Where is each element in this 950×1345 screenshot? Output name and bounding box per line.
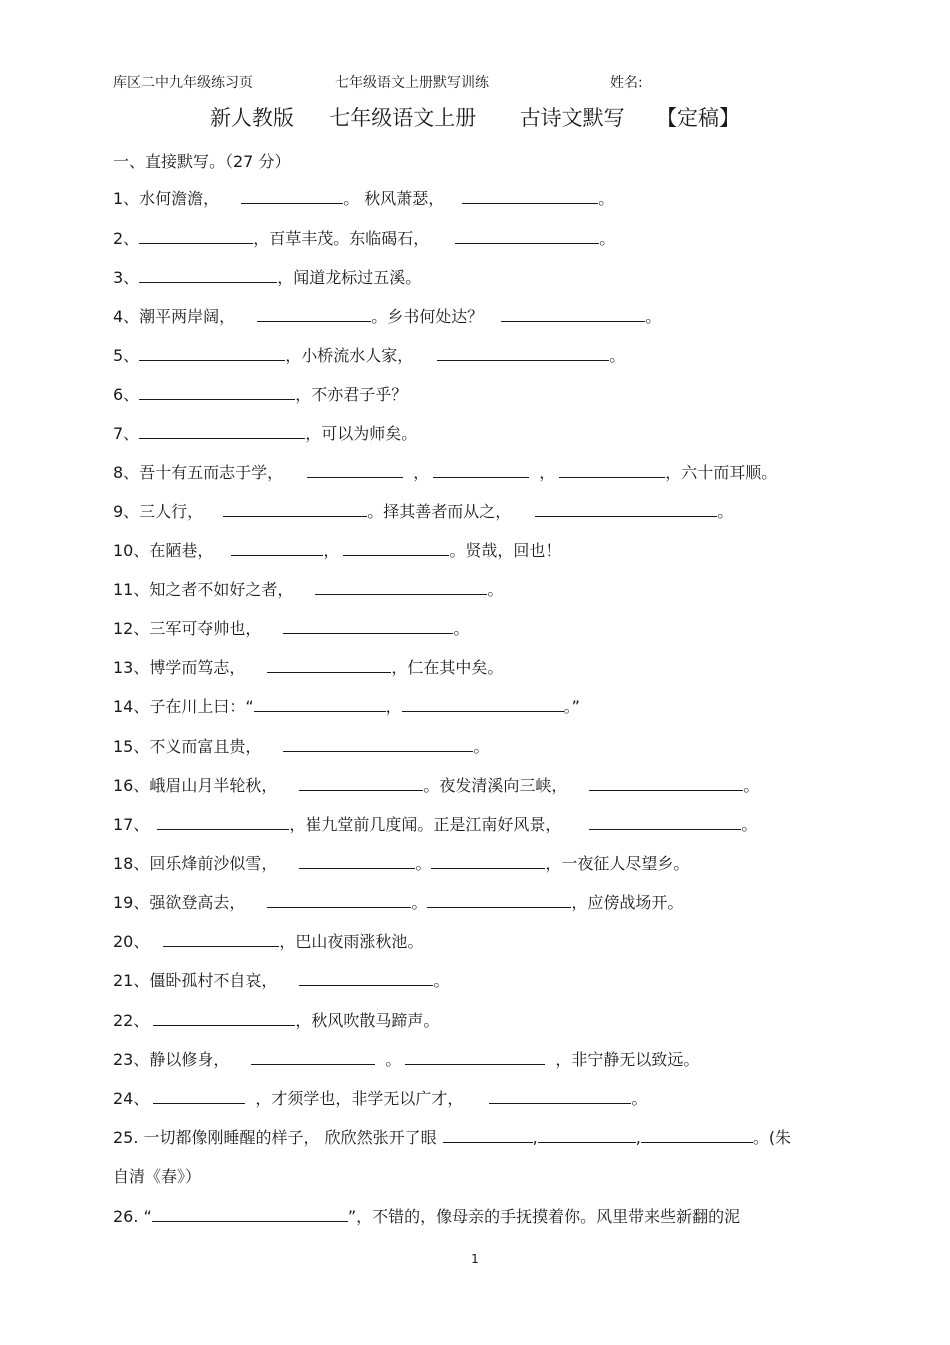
answer-blank[interactable] — [139, 267, 277, 283]
question-3: 3、 ，闻道龙标过五溪。 — [113, 268, 422, 287]
question-13: 13、博学而笃志， ，仁在其中矣。 — [113, 658, 504, 677]
answer-blank[interactable] — [462, 188, 598, 204]
page-number: 1 — [471, 1252, 479, 1266]
answer-blank[interactable] — [535, 501, 717, 517]
answer-blank[interactable] — [307, 462, 403, 478]
question-16: 16、峨眉山月半轮秋， 。夜发清溪向三峡， 。 — [113, 776, 760, 795]
question-15: 15、不义而富且贵， 。 — [113, 737, 490, 756]
question-17: 17、 ，崔九堂前几度闻。正是江南好风景， 。 — [113, 815, 758, 834]
answer-blank[interactable] — [299, 853, 415, 869]
answer-blank[interactable] — [431, 853, 545, 869]
question-26: 26. “ ”，不错的，像母亲的手抚摸着你。风里带来些新翻的泥 — [113, 1207, 741, 1226]
answer-blank[interactable] — [267, 892, 411, 908]
answer-blank[interactable] — [589, 814, 741, 830]
answer-blank[interactable] — [152, 1206, 348, 1222]
answer-blank[interactable] — [641, 1127, 753, 1143]
answer-blank[interactable] — [139, 345, 285, 361]
answer-blank[interactable] — [139, 228, 253, 244]
question-10: 10、在陋巷， ， 。贤哉，回也！ — [113, 541, 562, 560]
question-20: 20、 ，巴山夜雨涨秋池。 — [113, 932, 424, 951]
answer-blank[interactable] — [241, 188, 343, 204]
answer-blank[interactable] — [139, 423, 305, 439]
answer-blank[interactable] — [139, 384, 295, 400]
answer-blank[interactable] — [153, 1010, 295, 1026]
question-5: 5、 ，小桥流水人家， 。 — [113, 346, 626, 365]
answer-blank[interactable] — [402, 696, 564, 712]
answer-blank[interactable] — [163, 931, 279, 947]
answer-blank[interactable] — [257, 306, 371, 322]
title-part4: 【定稿】 — [656, 106, 741, 130]
answer-blank[interactable] — [489, 1088, 631, 1104]
title-part3: 古诗文默写 — [519, 106, 625, 130]
title-part2: 七年级语文上册 — [329, 106, 477, 130]
answer-blank[interactable] — [315, 579, 487, 595]
page-title — [0, 102, 950, 132]
section-heading: 一、直接默写。（27 分） — [113, 152, 291, 171]
answer-blank[interactable] — [437, 345, 609, 361]
question-24: 24、 ，才须学也，非学无以广才， 。 — [113, 1089, 648, 1108]
question-18: 18、回乐烽前沙似雪， 。 ，一夜征人尽望乡。 — [113, 854, 690, 873]
answer-blank[interactable] — [157, 814, 289, 830]
question-23: 23、静以修身， 。 ，非宁静无以致远。 — [113, 1050, 700, 1069]
answer-blank[interactable] — [501, 306, 645, 322]
header-school: 库区二中九年级练习页 — [113, 75, 253, 91]
question-21: 21、僵卧孤村不自哀， 。 — [113, 971, 450, 990]
question-7: 7、 ，可以为师矣。 — [113, 424, 418, 443]
question-1: 1、水何澹澹， 。 秋风萧瑟， 。 — [113, 189, 615, 208]
question-12: 12、三军可夺帅也， 。 — [113, 619, 470, 638]
header-name-label: 姓名: — [610, 75, 643, 91]
answer-blank[interactable] — [589, 775, 743, 791]
answer-blank[interactable] — [405, 1049, 545, 1065]
answer-blank[interactable] — [251, 1049, 375, 1065]
answer-blank[interactable] — [455, 228, 599, 244]
title-part1: 新人教版 — [209, 106, 294, 130]
answer-blank[interactable] — [443, 1127, 533, 1143]
answer-blank[interactable] — [559, 462, 665, 478]
question-25: 25. 一切都像刚睡醒的样子， 欣欣然张开了眼 , , 。(朱 — [113, 1128, 792, 1147]
answer-blank[interactable] — [343, 540, 449, 556]
answer-blank[interactable] — [254, 696, 386, 712]
question-4: 4、潮平两岸阔， 。乡书何处达？ 。 — [113, 307, 662, 326]
question-6: 6、 ，不亦君子乎？ — [113, 385, 408, 404]
question-11: 11、知之者不如好之者， 。 — [113, 580, 504, 599]
question-9: 9、三人行， 。择其善者而从之， 。 — [113, 502, 734, 521]
answer-blank[interactable] — [427, 892, 571, 908]
question-22: 22、 ，秋风吹散马蹄声。 — [113, 1011, 440, 1030]
question-25-continued: 自清《春》） — [113, 1167, 202, 1186]
question-19: 19、强欲登高去， 。 ，应傍战场开。 — [113, 893, 684, 912]
question-2: 2、 ，百草丰茂。东临碣石， 。 — [113, 229, 616, 248]
answer-blank[interactable] — [283, 736, 473, 752]
answer-blank[interactable] — [283, 618, 453, 634]
answer-blank[interactable] — [153, 1088, 245, 1104]
answer-blank[interactable] — [433, 462, 529, 478]
question-8: 8、吾十有五而志于学， ， ， ，六十而耳顺。 — [113, 463, 778, 482]
question-14: 14、子在川上曰：“ ， 。” — [113, 697, 580, 716]
answer-blank[interactable] — [223, 501, 367, 517]
answer-blank[interactable] — [299, 970, 433, 986]
header-subject: 七年级语文上册默写训练 — [335, 75, 489, 91]
answer-blank[interactable] — [231, 540, 323, 556]
answer-blank[interactable] — [538, 1127, 636, 1143]
answer-blank[interactable] — [299, 775, 423, 791]
answer-blank[interactable] — [267, 657, 391, 673]
